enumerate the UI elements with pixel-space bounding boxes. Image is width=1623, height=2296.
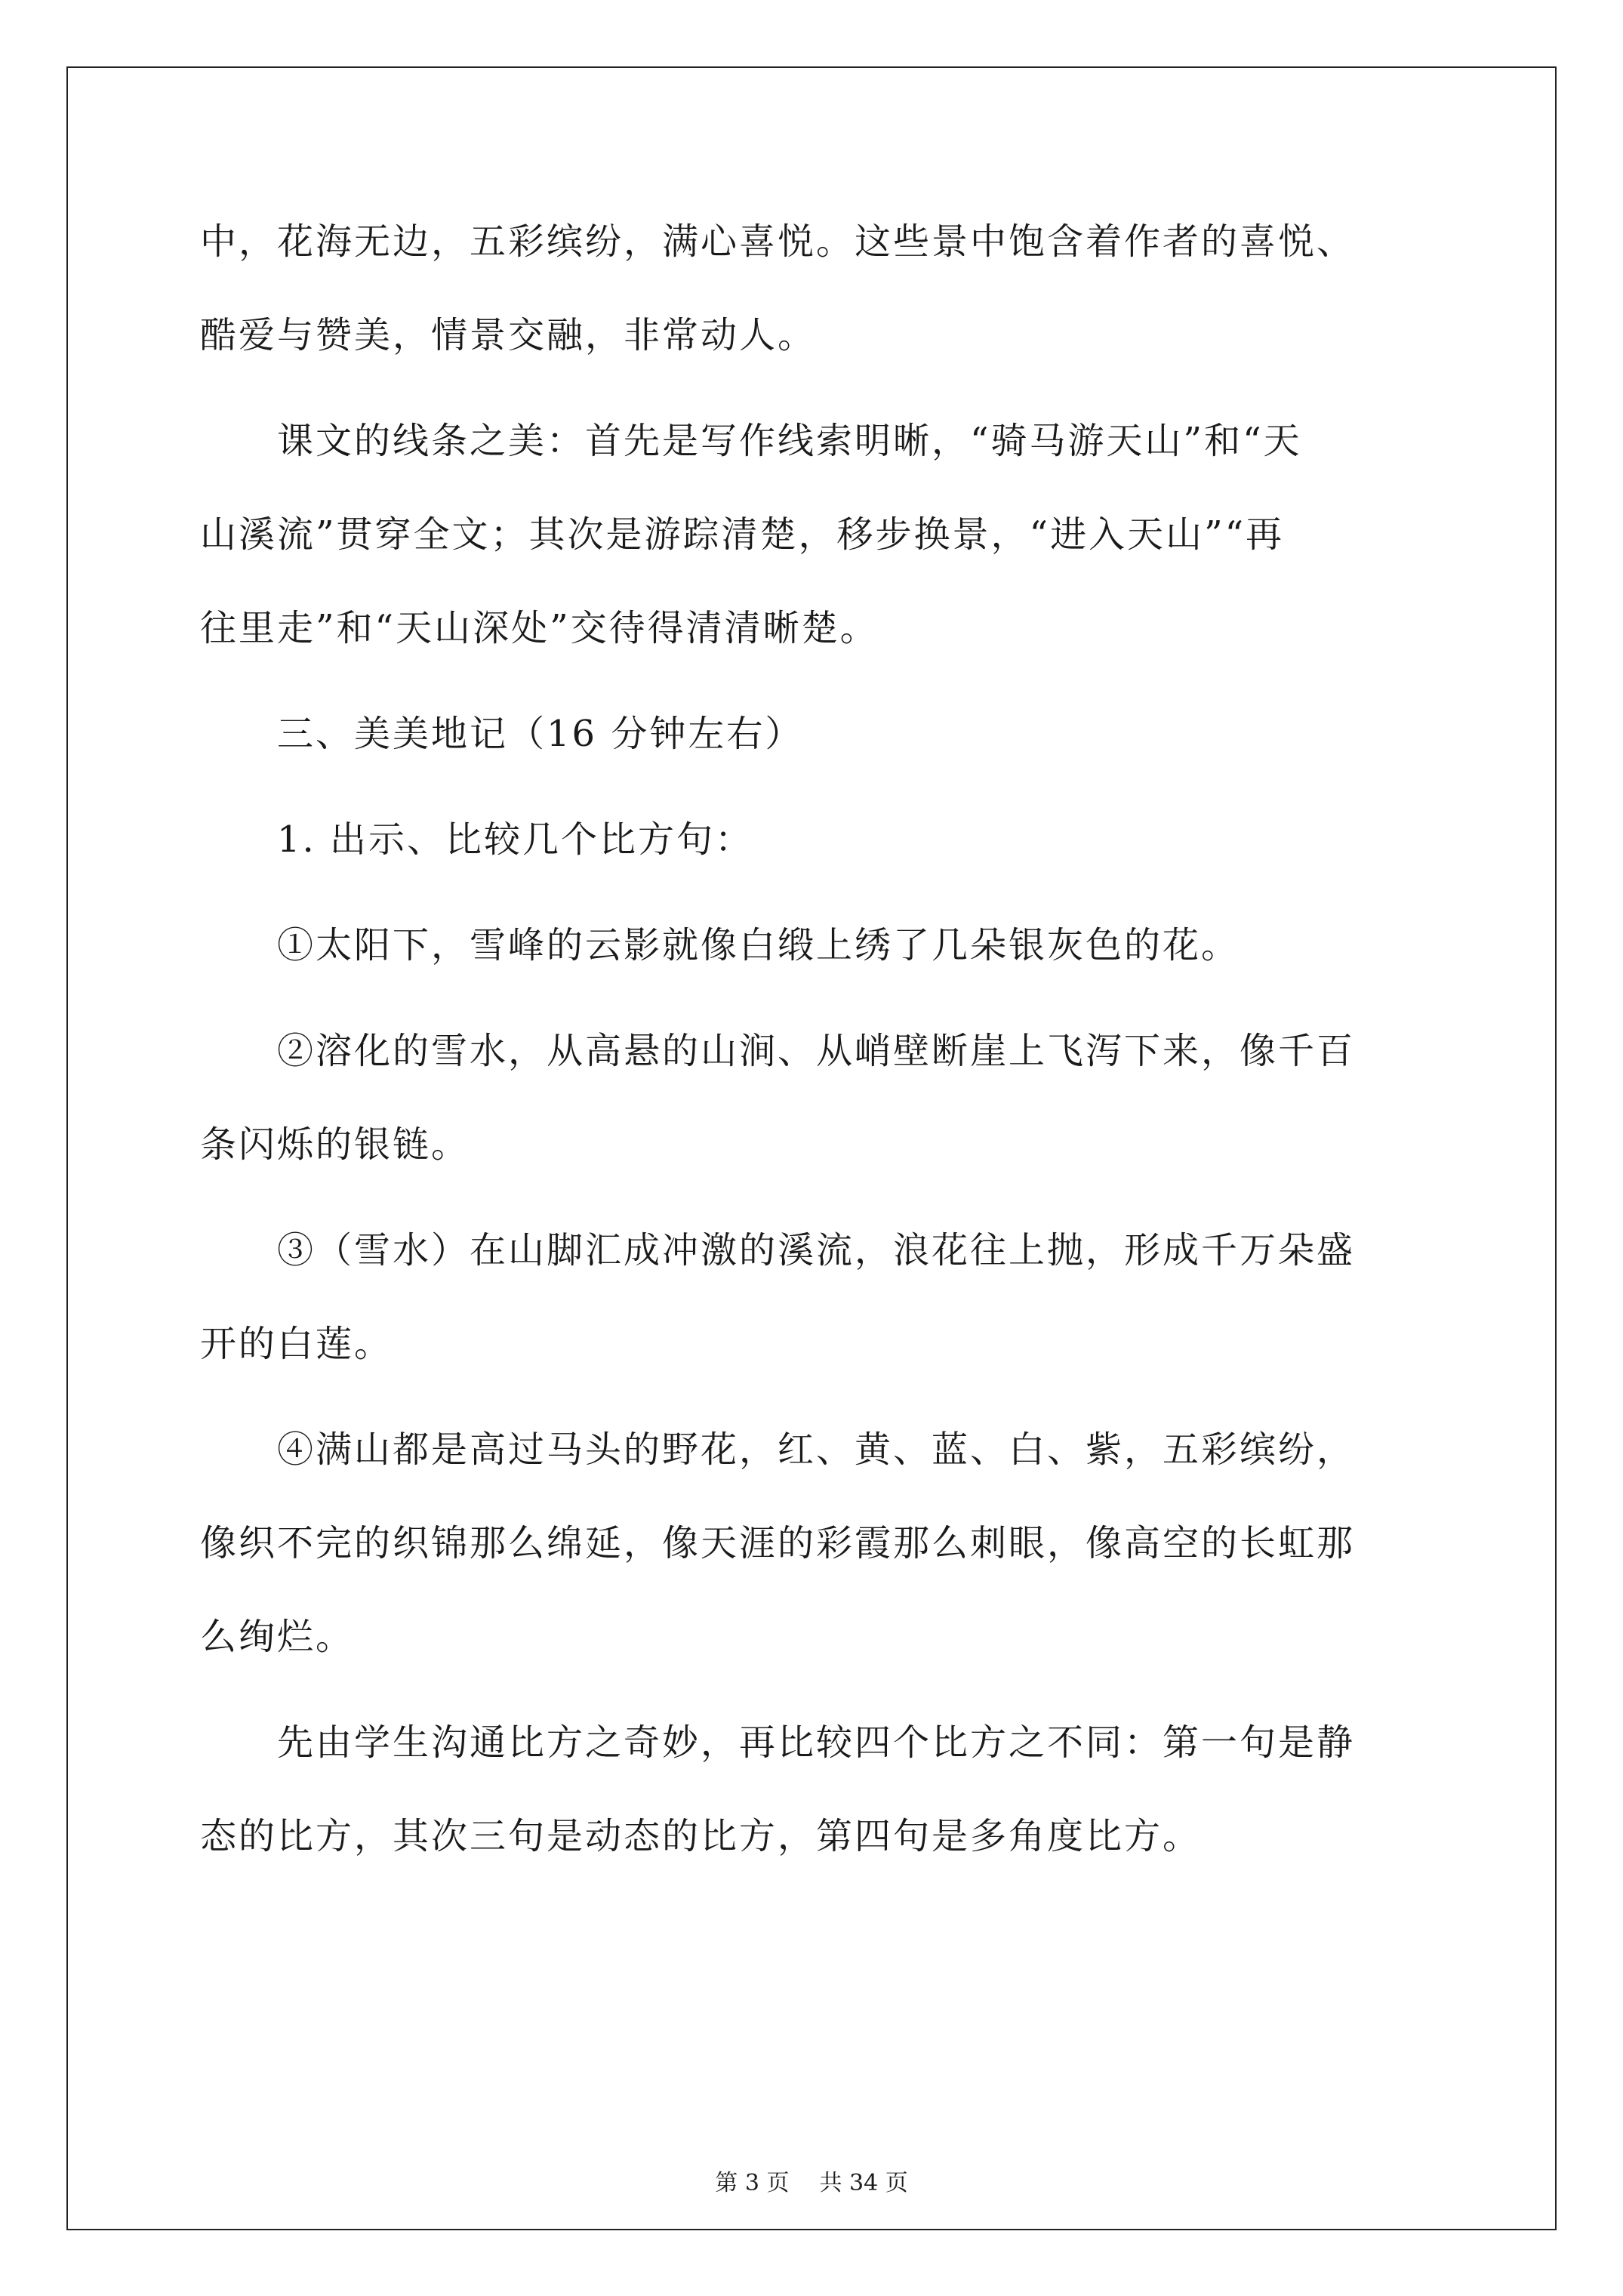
text-line: 条闪烁的银链。 xyxy=(200,1123,470,1166)
text-line: 先由学生沟通比方之奇妙，再比较四个比方之不同：第一句是静 xyxy=(200,1721,1356,1764)
text-line: 中，花海无边，五彩缤纷，满心喜悦。这些景中饱含着作者的喜悦、 xyxy=(200,220,1356,263)
text-line: 态的比方，其次三句是动态的比方，第四句是多角度比方。 xyxy=(200,1815,1202,1857)
text-line: 课文的线条之美：首先是写作线索明晰，“骑马游天山”和“天 xyxy=(200,420,1302,462)
text-line: ①太阳下，雪峰的云影就像白缎上绣了几朵银灰色的花。 xyxy=(200,924,1240,966)
text-line: ③（雪水）在山脚汇成冲激的溪流，浪花往上抛，形成千万朵盛 xyxy=(200,1229,1356,1271)
text-line: 像织不完的织锦那么绵延，像天涯的彩霞那么刺眼，像高空的长虹那 xyxy=(200,1522,1356,1564)
document-body xyxy=(200,215,1431,1863)
text-line: 酷爱与赞美，情景交融，非常动人。 xyxy=(200,314,817,356)
text-line: 往里走”和“天山深处”交待得清清晰楚。 xyxy=(200,607,879,649)
section-heading: 三、美美地记（16 分钟左右） xyxy=(200,713,804,755)
page-footer xyxy=(0,2168,1623,2199)
text-line: ④满山都是高过马头的野花，红、黄、蓝、白、紫，五彩缤纷， xyxy=(200,1428,1356,1471)
text-line: 1. 出示、比较几个比方句： xyxy=(200,818,754,861)
text-line: 开的白莲。 xyxy=(200,1323,393,1365)
text-line: 山溪流”贯穿全文；其次是游踪清楚，移步换景，“进入天山”“再 xyxy=(200,513,1285,556)
page-number: 第 3 页 xyxy=(715,2170,790,2196)
text-line: ②溶化的雪水，从高悬的山涧、从峭壁断崖上飞泻下来，像千百 xyxy=(200,1030,1356,1072)
page-total: 共 34 页 xyxy=(819,2170,908,2196)
text-line: 么绚烂。 xyxy=(200,1616,355,1658)
